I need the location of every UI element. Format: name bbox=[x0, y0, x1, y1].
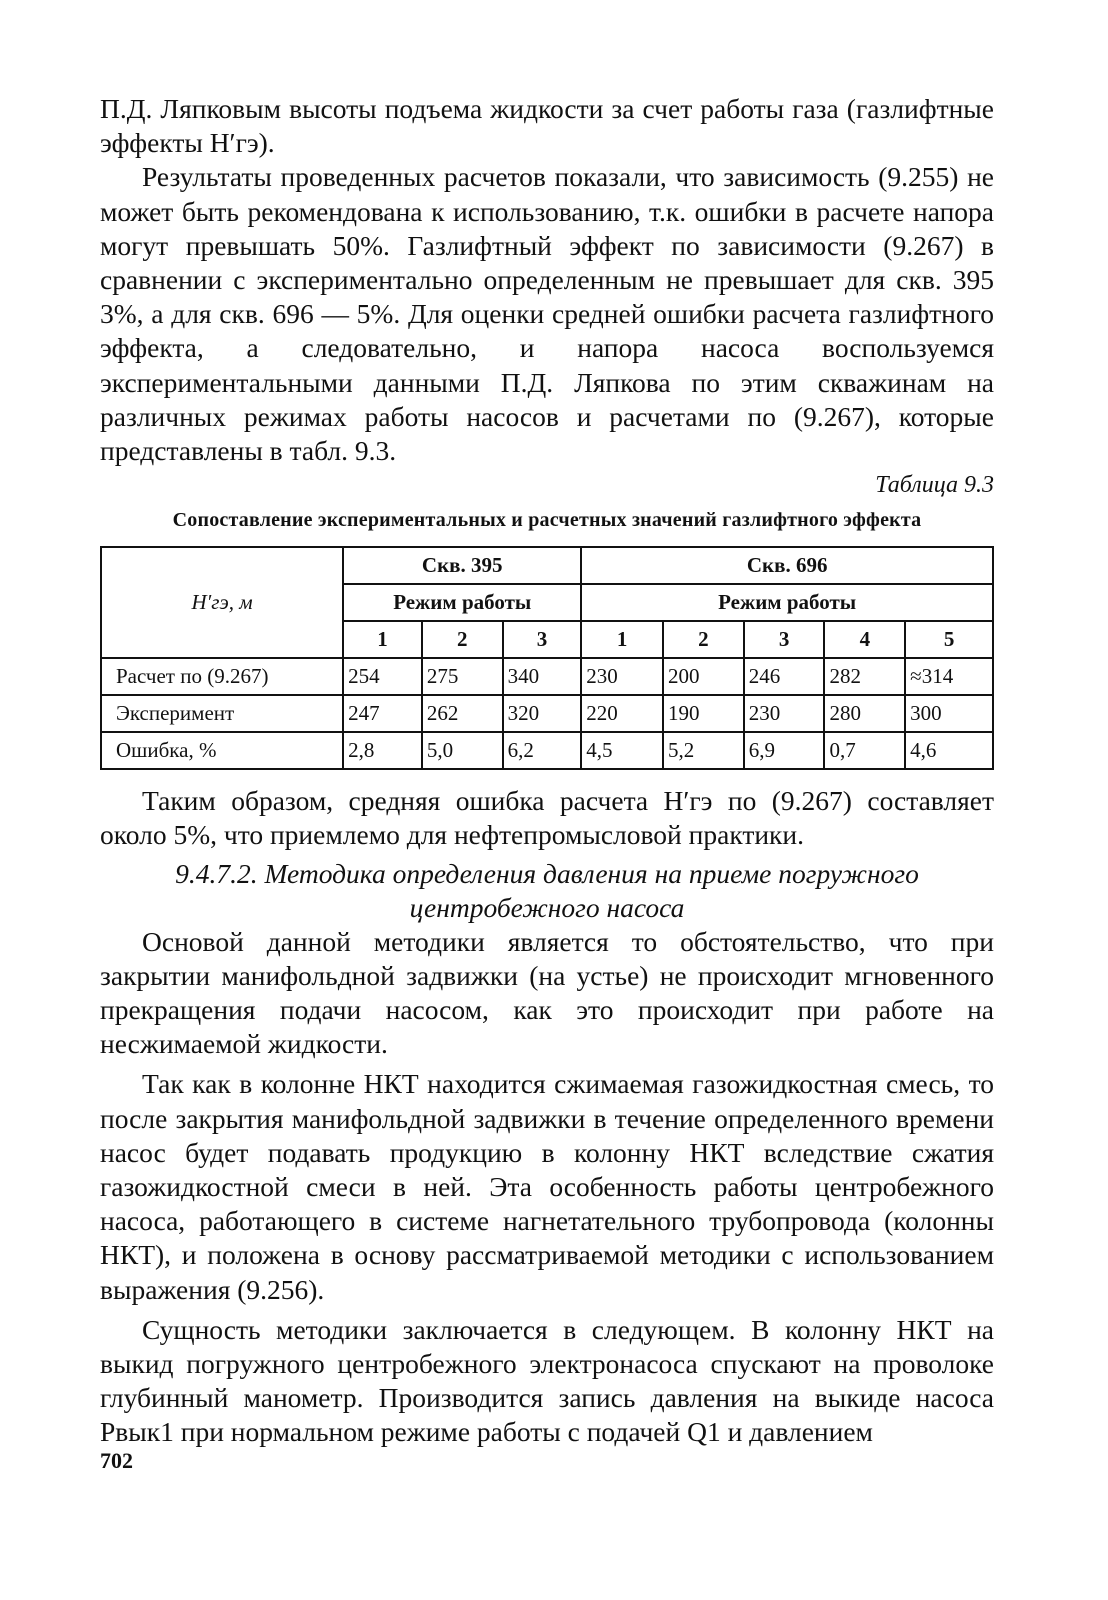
mode-cell: 3 bbox=[503, 621, 582, 658]
table-cell: 300 bbox=[905, 695, 993, 732]
comparison-table bbox=[100, 546, 994, 770]
paragraph-intro: П.Д. Ляпковым высоты подъема жидкости за счет работы газа (газлифтные эффекты H′гэ). bbox=[100, 93, 994, 159]
row-label: Эксперимент bbox=[101, 695, 343, 732]
table-cell: 190 bbox=[663, 695, 744, 732]
table-cell: 340 bbox=[503, 658, 582, 695]
table-cell: 280 bbox=[824, 695, 905, 732]
table-row bbox=[101, 658, 993, 695]
paragraph-nkt: Так как в колонне НКТ находится сжимаемая газожидкостная смесь, то после закрытия манифольдной задвижки в течение определенного времени насос будет подавать продукцию в колонну НКТ вследствие сжатия газожидкостной смеси в ней. Эта особенность работы центробежного насоса, работающего в системе нагнетательного трубопровода (колонны НКТ), и положена в основу рассматриваемой методики с использованием выражения (9.256). bbox=[100, 1068, 994, 1305]
table-caption: Сопоставление экспериментальных и расчетных значений газлифтного эффекта bbox=[172, 509, 922, 532]
table-cell: 230 bbox=[744, 695, 825, 732]
table-cell: 5,0 bbox=[422, 732, 503, 769]
table-row bbox=[101, 732, 993, 769]
paragraph-results: Результаты проведенных расчетов показали, что зависимость (9.255) не может быть рекомендована к использованию, т.к. ошибки в расчете напора могут превышать 50%. Газлифтный эффект по зависимости (9.267) в сравнении с экспериментально определенным не превышает для скв. 395 3%, а для скв. 696 — 5%. Для оценки средней ошибки расчета газлифтного эффекта, а следовательно, и напора насоса воспользуемся экспериментальными данными П.Д. Ляпкова по этим скважинам на различных режимах работы насосов и расчетами по (9.267), которые представлены в табл. 9.3. bbox=[100, 161, 994, 467]
paragraph-essence: Сущность методики заключается в следующем. В колонну НКТ на выкид погружного центробежного электронасоса спускают на проволоке глубинный манометр. Производится запись давления на выкиде насоса Pвык1 при нормальном режиме работы с подачей Q1 и давлением bbox=[100, 1313, 994, 1448]
header-well-696: Скв. 696 bbox=[581, 547, 993, 584]
table-cell: 2,8 bbox=[343, 732, 422, 769]
mode-cell: 1 bbox=[343, 621, 422, 658]
table-cell: 4,5 bbox=[581, 732, 663, 769]
mode-cell: 2 bbox=[663, 621, 744, 658]
header-mode-395: Режим работы bbox=[343, 584, 581, 621]
table-cell: 230 bbox=[581, 658, 663, 695]
paragraph-conclusion: Таким образом, средняя ошибка расчета H′гэ по (9.267) составляет около 5%, что приемлемо для нефтепромысловой практики. bbox=[100, 785, 994, 851]
page-number: 702 bbox=[100, 1448, 133, 1473]
table-cell: 254 bbox=[343, 658, 422, 695]
mode-cell: 5 bbox=[905, 621, 993, 658]
row-label: Ошибка, % bbox=[101, 732, 343, 769]
table-cell: 282 bbox=[824, 658, 905, 695]
table-cell: 4,6 bbox=[905, 732, 993, 769]
table-cell: ≈314 bbox=[905, 658, 993, 695]
table-cell: 5,2 bbox=[663, 732, 744, 769]
mode-cell: 3 bbox=[744, 621, 825, 658]
header-param: H′гэ, м bbox=[101, 547, 343, 658]
table-cell: 220 bbox=[581, 695, 663, 732]
header-mode-696: Режим работы bbox=[581, 584, 993, 621]
header-well-395: Скв. 395 bbox=[343, 547, 581, 584]
page-body bbox=[100, 92, 994, 1450]
mode-cell: 1 bbox=[581, 621, 663, 658]
table-cell: 6,9 bbox=[744, 732, 825, 769]
paragraph-basis: Основой данной методики является то обстоятельство, что при закрытии манифольдной задвижки (на устье) не происходит мгновенного прекращения подачи насосом, как это происходит при работе на несжимаемой жидкости. bbox=[100, 925, 994, 1060]
mode-cell: 2 bbox=[422, 621, 503, 658]
table-cell: 0,7 bbox=[824, 732, 905, 769]
table-number: Таблица 9.3 bbox=[875, 472, 994, 499]
table-cell: 247 bbox=[343, 695, 422, 732]
table-cell: 262 bbox=[422, 695, 503, 732]
table-cell: 246 bbox=[744, 658, 825, 695]
table-cell: 275 bbox=[422, 658, 503, 695]
table-cell: 200 bbox=[663, 658, 744, 695]
table-cell: 6,2 bbox=[503, 732, 582, 769]
row-label: Расчет по (9.267) bbox=[101, 658, 343, 695]
mode-cell: 4 bbox=[824, 621, 905, 658]
table-row bbox=[101, 695, 993, 732]
section-title: 9.4.7.2. Методика определения давления на приеме погружного центробежного насоса bbox=[175, 857, 919, 923]
table-cell: 320 bbox=[503, 695, 582, 732]
